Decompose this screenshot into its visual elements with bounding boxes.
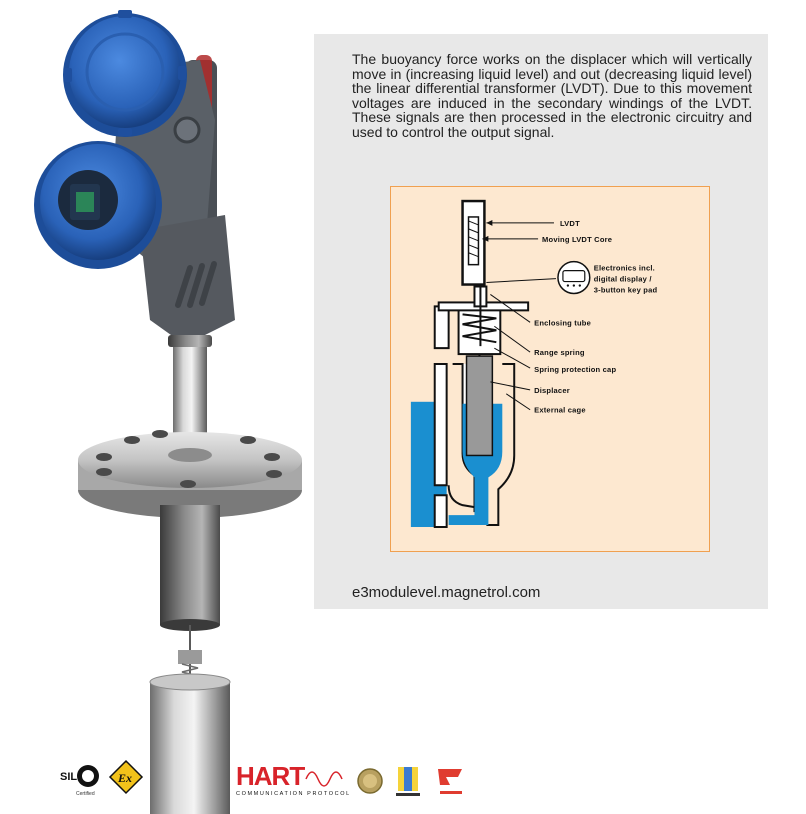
mounting-flange (78, 430, 302, 518)
red-flag-logo (438, 769, 462, 794)
label-electronics-3: 3-button key pad (593, 285, 658, 295)
svg-text:Ex: Ex (118, 771, 133, 785)
certification-logos (0, 755, 806, 814)
approval-badge-logo (396, 767, 420, 796)
svg-text:Certified: Certified (76, 791, 95, 797)
label-electronics-2: digital display / (593, 274, 652, 284)
label-spring-cap: Spring protection cap (534, 364, 617, 374)
certification-seal-logo (358, 769, 382, 793)
displacer (467, 356, 493, 455)
sil-logo (60, 765, 99, 797)
label-lvdt: LVDT (559, 218, 580, 228)
label-electronics-1: Electronics incl. (593, 263, 655, 273)
label-enclosing-tube: Enclosing tube (534, 318, 591, 328)
label-moving-core: Moving LVDT Core (542, 234, 613, 244)
lvdt-schematic (391, 187, 709, 551)
svg-text:SIL: SIL (60, 771, 78, 783)
label-displacer: Displacer (534, 385, 570, 395)
product-photo (0, 0, 330, 814)
svg-text:HART: HART (236, 761, 305, 791)
description-text: The buoyancy force works on the displacer which will vertically move in (increasing liquid level) and out (decreasing liquid level) the linear differential transformer (LVDT). Due to this movement voltages are induced in the secondary windings of the LVDT. These signals are then processed in the electronic circuitry and used to control the output signal. (352, 51, 752, 140)
lvdt-diagram (390, 186, 710, 552)
website-link[interactable]: e3modulevel.magnetrol.com (352, 584, 541, 601)
ex-atex-logo (110, 761, 142, 793)
upper-housing-cover (63, 10, 187, 137)
display-housing-cover (34, 141, 162, 269)
enclosing-tube (160, 505, 220, 625)
label-external-cage: External cage (534, 405, 586, 415)
electronics-display-icon (558, 262, 590, 294)
label-range-spring: Range spring (534, 348, 585, 358)
svg-text:COMMUNICATION PROTOCOL: COMMUNICATION PROTOCOL (236, 791, 351, 797)
hart-logo (236, 761, 351, 797)
